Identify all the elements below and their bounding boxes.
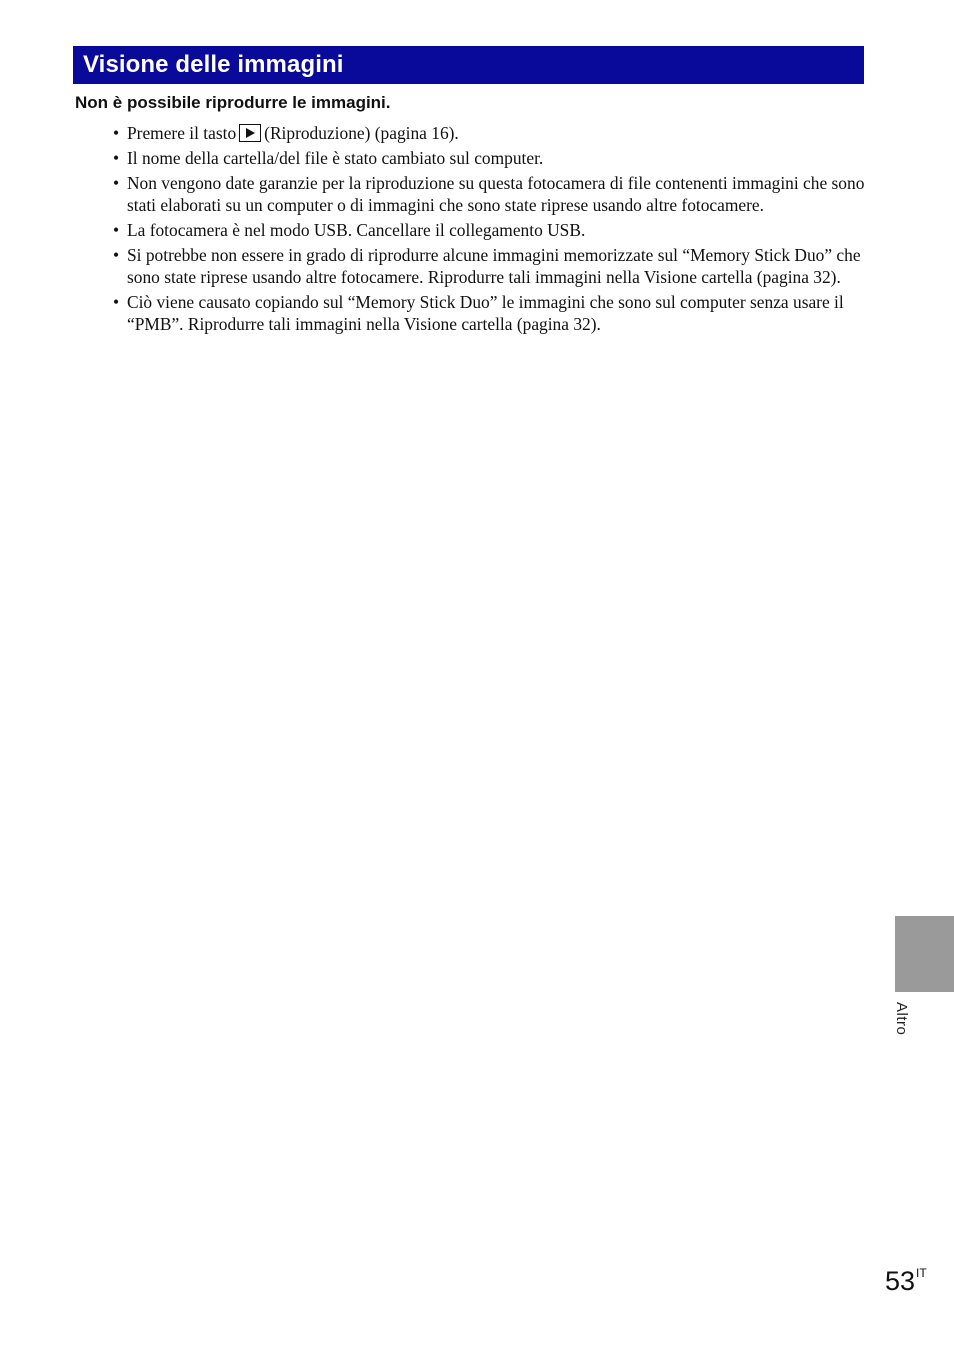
list-item: [113, 244, 865, 288]
bullet-marker: •: [113, 292, 120, 312]
bullet-marker: •: [113, 245, 120, 265]
page-number: [885, 1266, 927, 1297]
troubleshooting-list: [113, 122, 865, 338]
page-number-value: 53: [885, 1266, 916, 1296]
list-item-text: Ciò viene causato copiando sul “Memory Stick Duo” le immagini che sono sul computer senza usare il “PMB”. Riprodurre tali immagini nella Visione cartella (pagina 32).: [127, 292, 844, 334]
list-item-text: Premere il tasto: [127, 123, 237, 143]
section-side-tab: [895, 916, 954, 992]
language-code: IT: [916, 1266, 927, 1280]
list-item-text: Non vengono date garanzie per la riproduzione su questa fotocamera di file contenenti immagini che sono stati elaborati su un computer o di immagini che sono state riprese usando altre fotocamere.: [127, 173, 865, 215]
list-item: [113, 147, 865, 169]
section-banner: [73, 46, 864, 84]
bullet-marker: •: [113, 173, 120, 193]
bullet-marker: •: [113, 148, 120, 168]
list-item-text: La fotocamera è nel modo USB. Cancellare il collegamento USB.: [127, 220, 586, 240]
bullet-marker: •: [113, 220, 120, 240]
play-icon: [239, 124, 261, 142]
side-tab-label: Altro: [893, 1002, 910, 1036]
list-item-text: (Riproduzione) (pagina 16).: [264, 123, 459, 143]
list-item-text: Si potrebbe non essere in grado di riprodurre alcune immagini memorizzate sul “Memory Stick Duo” che sono state riprese usando altre fotocamere. Riprodurre tali immagini nella Visione cartella (pagina 32).: [127, 245, 861, 287]
list-item: [113, 172, 865, 216]
problem-heading: Non è possibile riprodurre le immagini.: [75, 93, 391, 112]
list-item: [113, 219, 865, 241]
list-item: [113, 291, 865, 335]
list-item-text: Il nome della cartella/del file è stato cambiato sul computer.: [127, 148, 544, 168]
list-item: [113, 122, 865, 144]
bullet-marker: •: [113, 123, 120, 143]
section-title: Visione delle immagini: [83, 51, 344, 78]
